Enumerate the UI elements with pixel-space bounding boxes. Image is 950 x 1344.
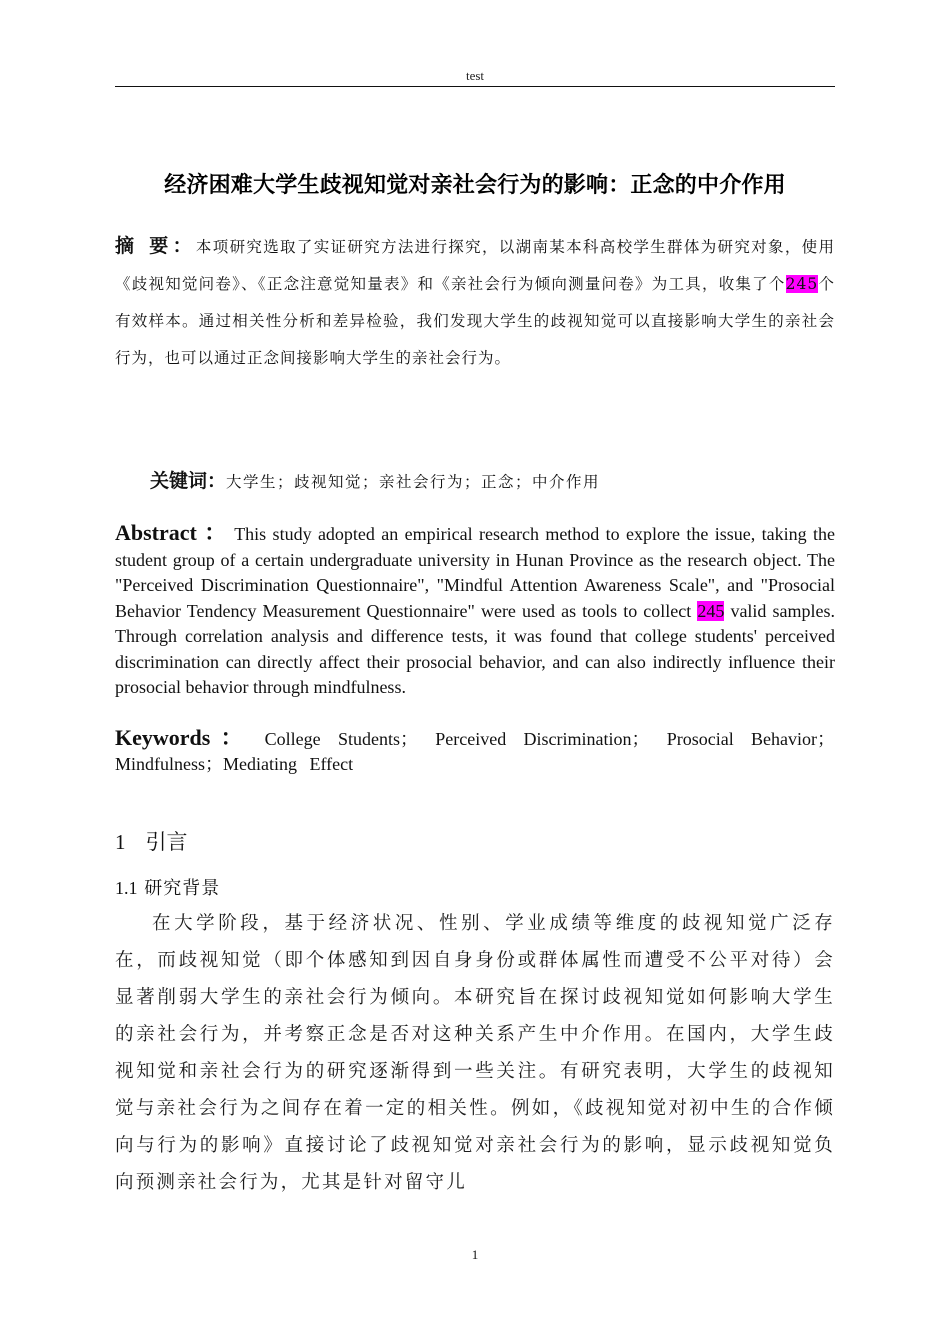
subsection-title: 研究背景 bbox=[144, 878, 221, 899]
chinese-abstract-text-2: 个有效样本。通过相关性分析和差异检验，我们发现大学生的歧视知觉可以直接影响大学生的亲社会行为，也可以通过正念间接影响大学生的亲社会行为。 bbox=[115, 275, 835, 367]
subsection-number: 1.1 bbox=[115, 878, 138, 898]
english-abstract-highlight: 245 bbox=[697, 600, 725, 621]
running-header: test bbox=[465, 68, 485, 83]
body-paragraph: 在大学阶段，基于经济状况、性别、学业成绩等维度的歧视知觉广泛存在，而歧视知觉（即个体感知到因自身身份或群体属性而遭受不公平对待）会显著削弱大学生的亲社会行为倾向。本研究旨在探讨歧视知觉如何影响大学生的亲社会行为，并考察正念是否对这种关系产生中介作用。在国内，大学生歧视知觉和亲社会行为的研究逐渐得到一些关注。有研究表明，大学生的歧视知觉与亲社会行为之间存在着一定的相关性。例如，《歧视知觉对初中生的合作倾向与行为的影响》直接讨论了歧视知觉对亲社会行为的影响，显示歧视知觉负向预测亲社会行为，尤其是针对留守儿 bbox=[115, 913, 835, 1193]
english-abstract bbox=[115, 520, 835, 701]
chinese-abstract-highlight: 245 bbox=[785, 275, 819, 293]
english-abstract-text-2: valid samples. Through correlation analysis and difference tests, it was found that college students' perceived discrimination can directly affect their prosocial behavior, and can also indirectly influence their prosocial behavior through mindfulness. bbox=[115, 600, 835, 697]
page-number: 1 bbox=[471, 1247, 479, 1262]
section-title: 引言 bbox=[145, 830, 188, 854]
section-number: 1 bbox=[115, 830, 126, 854]
chinese-abstract-text-1: 本项研究选取了实证研究方法进行探究，以湖南某本科高校学生群体为研究对象，使用《歧视知觉问卷》、《正念注意觉知量表》和《亲社会行为倾向测量问卷》为工具，收集了个 bbox=[115, 238, 835, 293]
chinese-abstract bbox=[115, 228, 835, 377]
english-keywords bbox=[115, 725, 835, 777]
subsection-heading bbox=[115, 874, 220, 900]
paper-title: 经济困难大学生歧视知觉对亲社会行为的影响：正念的中介作用 bbox=[164, 173, 786, 198]
chinese-keywords-label: 关键词： bbox=[150, 470, 227, 492]
header-rule bbox=[115, 86, 835, 87]
chinese-keywords-text: 大学生；歧视知觉；亲社会行为；正念；中介作用 bbox=[226, 473, 601, 491]
chinese-keywords bbox=[150, 466, 835, 493]
english-abstract-text-1: This study adopted an empirical research method to explore the issue, taking the student group of a certain undergraduate university in Hunan Province as the research object. The "Perceived Discrimination Questionnaire", "Mindful Attention Awareness Scale", and "Prosocial Behavior Tendency Measurement Questionnaire" were used as tools to collect bbox=[115, 524, 835, 621]
chinese-abstract-label: 摘 要： bbox=[115, 235, 196, 257]
english-abstract-label: Abstract ： bbox=[115, 520, 229, 545]
english-keywords-text: College Students； Perceived Discrimination； Prosocial Behavior； Mindfulness；Mediating Effect bbox=[115, 729, 835, 774]
section-heading bbox=[115, 826, 188, 856]
english-keywords-label: Keywords ： bbox=[115, 725, 248, 750]
